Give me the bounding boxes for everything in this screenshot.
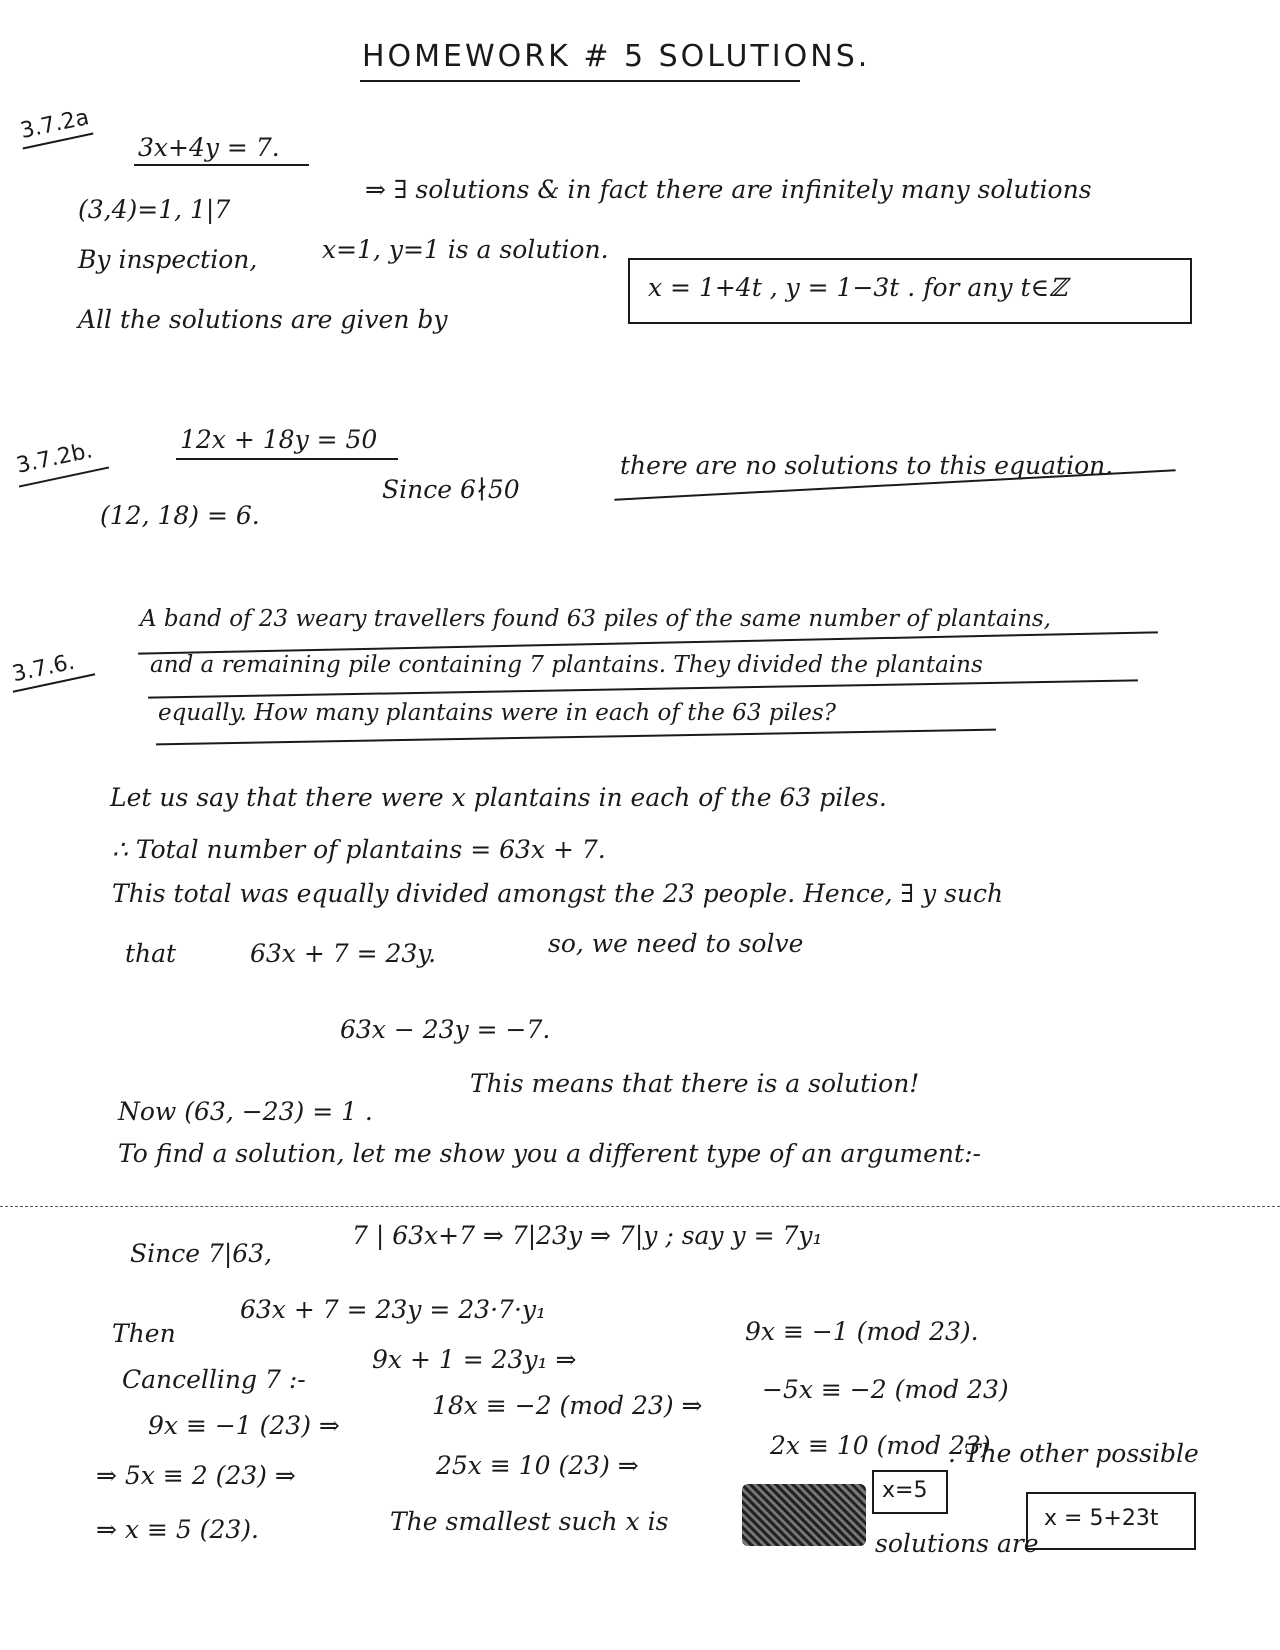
has-solution-note: This means that there is a solution!: [470, 1069, 920, 1098]
argument-intro: To find a solution, let me show you a different type of an argument:-: [118, 1139, 981, 1168]
congruence-step-b: 18x ≡ −2 (mod 23) ⇒: [432, 1391, 703, 1420]
equation-1: 3x+4y = 7.: [138, 133, 280, 162]
particular-solution: x=1, y=1 is a solution.: [322, 235, 609, 264]
congruence-result: ⇒ x ≡ 5 (23).: [96, 1515, 259, 1544]
congruence-step-e: 25x ≡ 10 (23) ⇒: [436, 1451, 639, 1480]
inspection-text: By inspection,: [78, 245, 258, 274]
problem-label-3-7-2a: 3.7.2a: [18, 105, 92, 144]
cancelling-label: Cancelling 7 :-: [122, 1365, 306, 1394]
gcd-line-3: Now (63, −23) = 1 .: [118, 1097, 373, 1126]
page-fold-line: [0, 1206, 1280, 1207]
congruence-step-d: ⇒ 5x ≡ 2 (23) ⇒: [96, 1461, 296, 1490]
equation-to-solve: 63x − 23y = −7.: [340, 1015, 551, 1044]
equation-1-underline: [134, 164, 309, 166]
solution-line-2: ∴ Total number of plantains = 63x + 7.: [112, 835, 606, 864]
divisibility-check: Since 6∤50: [382, 475, 520, 504]
solution-line-4a: that: [125, 939, 177, 968]
gcd-line-2: (12, 18) = 6.: [100, 501, 260, 530]
general-answer: x = 5+23t: [1044, 1506, 1159, 1531]
substitution-line: 63x + 7 = 23y = 23·7·y₁: [240, 1295, 547, 1324]
infinite-solutions-line: ⇒ ∃ solutions & in fact there are infinitely many solutions: [365, 175, 1092, 204]
general-solution: x = 1+4t , y = 1−3t . for any t∈ℤ: [648, 273, 1068, 302]
answer-box: [872, 1470, 948, 1514]
equation-2: 12x + 18y = 50: [180, 425, 378, 454]
question-underline-3: [156, 729, 996, 746]
then-label: Then: [112, 1319, 176, 1348]
since-7-divides-63: Since 7|63,: [130, 1239, 273, 1268]
other-solutions-text: solutions are: [875, 1529, 1039, 1558]
gcd-line: (3,4)=1, 1|7: [78, 195, 231, 224]
page-title: HOMEWORK # 5 SOLUTIONS.: [362, 39, 871, 74]
other-possible-text: . The other possible: [948, 1439, 1199, 1468]
solution-line-1: Let us say that there were x plantains in each of the 63 piles.: [110, 783, 887, 812]
question-line-1: A band of 23 weary travellers found 63 piles of the same number of plantains,: [140, 606, 1051, 632]
general-answer-box: [1026, 1492, 1196, 1550]
solution-line-4c: so, we need to solve: [548, 929, 804, 958]
problem-label-3-7-2b: 3.7.2b.: [14, 438, 95, 479]
divisibility-chain: 7 | 63x+7 ⇒ 7|23y ⇒ 7|y ; say y = 7y₁: [352, 1221, 823, 1250]
all-solutions-text: All the solutions are given by: [78, 305, 448, 334]
smallest-solution-text: The smallest such x is: [390, 1507, 669, 1536]
equation-2-underline: [176, 458, 398, 460]
no-solutions-conclusion: there are no solutions to this equation.: [620, 451, 1114, 480]
solution-line-4b: 63x + 7 = 23y.: [250, 939, 437, 968]
congruence-step-c: −5x ≡ −2 (mod 23): [762, 1375, 1009, 1404]
problem-label-3-7-6: 3.7.6.: [10, 649, 77, 688]
general-solution-box: [628, 258, 1192, 324]
question-underline-2: [148, 679, 1138, 698]
solution-line-3: This total was equally divided amongst the 23 people. Hence, ∃ y such: [112, 879, 1004, 908]
congruence-step-f: 2x ≡ 10 (mod 23): [770, 1431, 991, 1460]
reduced-equation: 9x + 1 = 23y₁ ⇒: [372, 1345, 577, 1374]
title-underline: [360, 80, 800, 82]
congruence-step-a: 9x ≡ −1 (23) ⇒: [148, 1411, 340, 1440]
crossed-out-scribble: [742, 1484, 866, 1546]
question-line-2: and a remaining pile containing 7 plantains. They divided the plantains: [150, 652, 983, 678]
congruence-1: 9x ≡ −1 (mod 23).: [745, 1317, 979, 1346]
question-line-3: equally. How many plantains were in each of the 63 piles?: [158, 700, 836, 726]
answer: x=5: [882, 1478, 928, 1503]
